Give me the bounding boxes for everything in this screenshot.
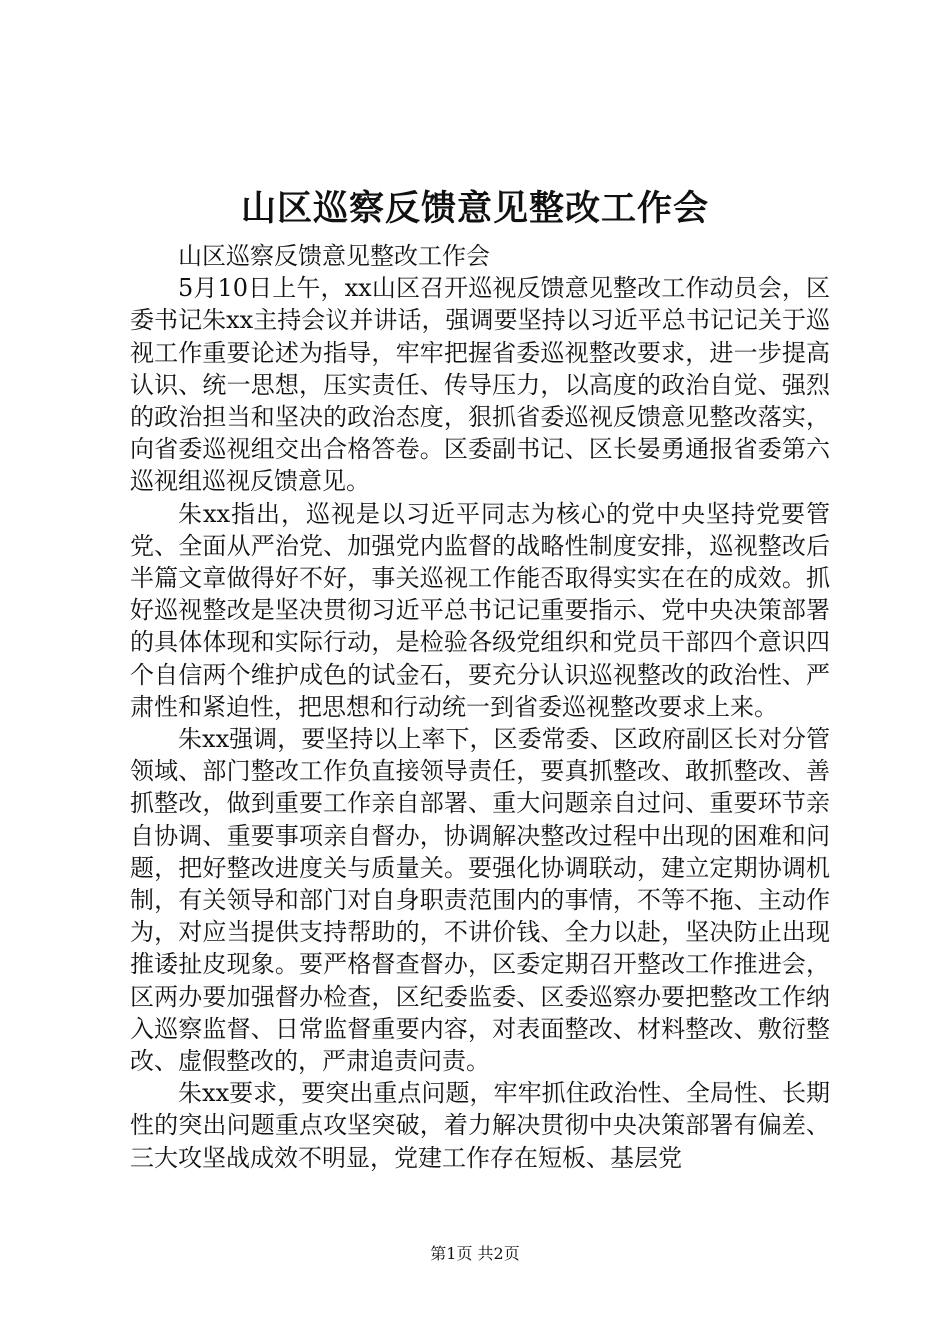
- paragraph: 朱xx指出，巡视是以习近平同志为核心的党中央坚持党要管党、全面从严治党、加强党内监督的战略性制度安排，巡视整改后半篇文章做得好不好，事关巡视工作能否取得实实在在的成效。抓好巡视整改是坚决贯彻习近平总书记记重要指示、党中央决策部署的具体体现和实际行动，是检验各级党组织和党员干部四个意识四个自信两个维护成色的试金石，要充分认识巡视整改的政治性、严肃性和紧迫性，把思想和行动统一到省委巡视整改要求上来。: [130, 499, 830, 721]
- paragraph: 朱xx要求，要突出重点问题，牢牢抓住政治性、全局性、长期性的突出问题重点攻坚突破，着力解决贯彻中央决策部署有偏差、三大攻坚战成效不明显，党建工作存在短板、基层党: [130, 1079, 830, 1172]
- paragraph-subtitle: 山区巡察反馈意见整改工作会: [178, 242, 490, 270]
- document-title: 山区巡察反馈意见整改工作会: [240, 188, 709, 229]
- document-body: [130, 240, 830, 1174]
- page-footer: 第1页 共2页: [430, 1244, 520, 1263]
- paragraph: 5月10日上午，xx山区召开巡视反馈意见整改工作动员会，区委书记朱xx主持会议并讲话，强调要坚持以习近平总书记记关于巡视工作重要论述为指导，牢牢把握省委巡视整改要求，进一步提高认识、统一思想，压实责任、传导压力，以高度的政治自觉、强烈的政治担当和坚决的政治态度，狠抓省委巡视反馈意见整改落实，向省委巡视组交出合格答卷。区委副书记、区长晏勇通报省委第六巡视组巡视反馈意见。: [130, 274, 830, 496]
- paragraph: 朱xx强调，要坚持以上率下，区委常委、区政府副区长对分管领域、部门整改工作负直接领导责任，要真抓整改、敢抓整改、善抓整改，做到重要工作亲自部署、重大问题亲自过问、重要环节亲自协调、重要事项亲自督办，协调解决整改过程中出现的困难和问题，把好整改进度关与质量关。要强化协调联动，建立定期协调机制，有关领导和部门对自身职责范围内的事情，不等不拖、主动作为，对应当提供支持帮助的，不讲价钱、全力以赴，坚决防止出现推诿扯皮现象。要严格督查督办，区委定期召开整改工作推进会，区两办要加强督办检查，区纪委监委、区委巡察办要把整改工作纳入巡察监督、日常监督重要内容，对表面整改、材料整改、敷衍整改、虚假整改的，严肃追责问责。: [130, 725, 830, 1076]
